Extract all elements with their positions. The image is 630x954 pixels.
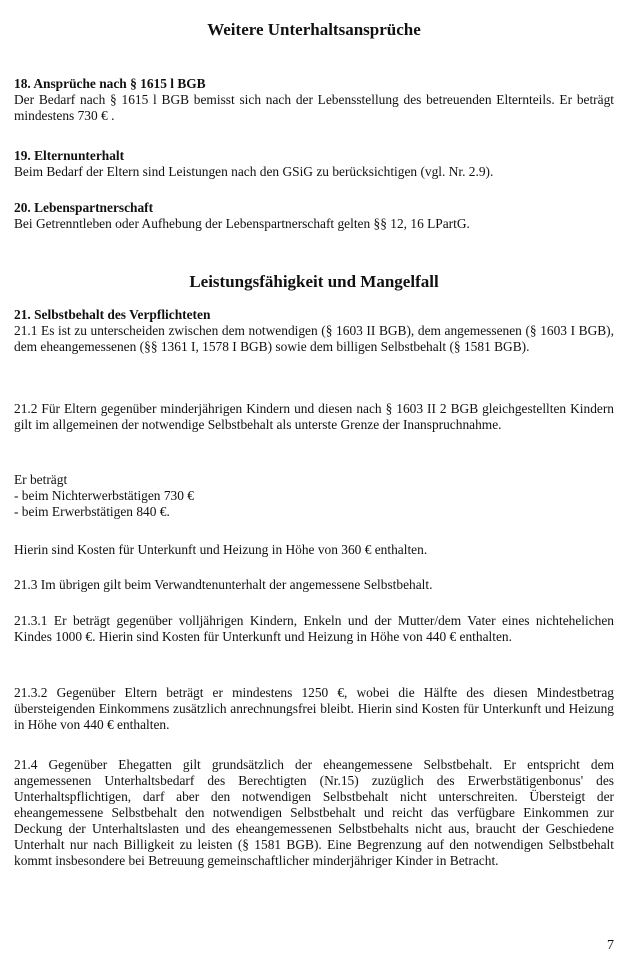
section-18-title: 18. Ansprüche nach § 1615 l BGB xyxy=(14,76,206,91)
section-19-text: Beim Bedarf der Eltern sind Leistungen nach den GSiG zu berücksichtigen (vgl. Nr. 2.9). xyxy=(14,164,494,179)
section-heading-weitere: Weitere Unterhaltsansprüche xyxy=(207,20,421,39)
page-number: 7 xyxy=(607,938,614,953)
section-18 xyxy=(14,76,614,124)
section-20-text: Bei Getrenntleben oder Aufhebung der Lebenspartnerschaft gelten §§ 12, 16 LPartG. xyxy=(14,216,470,231)
section-20-title: 20. Lebenspartnerschaft xyxy=(14,200,154,215)
section-19-title: 19. Elternunterhalt xyxy=(14,148,125,163)
section-21-title: 21. Selbstbehalt des Verpflichteten xyxy=(14,307,211,322)
paragraph-21-3-1: 21.3.1 Er beträgt gegenüber volljährigen Kindern, Enkeln und der Mutter/dem Vater eines nichtehelichen Kindes 1000 €. Hierin sind Kosten für Unterkunft und Heizung in Höhe von 440 € enthalten. xyxy=(14,613,614,644)
section-18-text: Der Bedarf nach § 1615 l BGB bemisst sich nach der Lebensstellung des betreuenden Elternteils. Er beträgt mindestens 730 € . xyxy=(14,92,614,123)
section-21-head xyxy=(14,307,614,355)
paragraph-21-2-amounts xyxy=(14,472,614,520)
amount-nichterwerbstaetig: - beim Nichterwerbstätigen 730 € xyxy=(14,488,194,503)
section-20 xyxy=(14,200,614,232)
section-heading-leistungsfaehigkeit: Leistungsfähigkeit und Mangelfall xyxy=(189,272,439,291)
paragraph-21-2: 21.2 Für Eltern gegenüber minderjährigen Kindern und diesen nach § 1603 II 2 BGB gleichgestellten Kindern gilt im allgemeinen der notwendige Selbstbehalt als unterste Grenze der Inanspruchnahme. xyxy=(14,401,614,432)
amount-erwerbstaetig: - beim Erwerbstätigen 840 €. xyxy=(14,504,170,519)
amounts-intro: Er beträgt xyxy=(14,472,68,487)
paragraph-21-3: 21.3 Im übrigen gilt beim Verwandtenunterhalt der angemessene Selbstbehalt. xyxy=(14,577,433,592)
paragraph-21-3-2: 21.3.2 Gegenüber Eltern beträgt er mindestens 1250 €, wobei die Hälfte des diesen Mindestbetrag übersteigenden Einkommens zusätzlich anrechnungsfrei bleibt. Hierin sind Kosten für Unterkunft und Heizung in Höhe von 440 € enthalten. xyxy=(14,685,614,732)
section-19 xyxy=(14,148,614,180)
paragraph-21-4: 21.4 Gegenüber Ehegatten gilt grundsätzlich der eheangemessene Selbstbehalt. Er entspricht dem angemessenen Unterhaltsbedarf des Berechtigten (Nr.15) zuzüglich des Erwerbstätigenbonus' des Unterhaltspflichtigen, darf aber den notwendigen Selbstbehalt nicht unterschreiten. Übersteigt der eheangemessene Selbstbehalt den notwendigen Selbstbehalt und reicht das verfügbare Einkommen zur Deckung der Unterhaltslasten und des eheangemessenen Selbstbehalts nicht aus, braucht der Geschiedene Unterhalt nur nach Billigkeit zu leisten (§ 1581 BGB). Eine Begrenzung auf den notwendigen Selbstbehalt kommt insbesondere bei Betreuung gemeinschaftlicher minderjähriger Kinder in Betracht. xyxy=(14,757,614,868)
paragraph-21-2-costs: Hierin sind Kosten für Unterkunft und Heizung in Höhe von 360 € enthalten. xyxy=(14,542,428,557)
paragraph-21-1: 21.1 Es ist zu unterscheiden zwischen dem notwendigen (§ 1603 II BGB), dem angemessenen (§ 1603 I BGB), dem eheangemessenen (§§ 1361 I, 1578 I BGB) sowie dem billigen Selbstbehalt (§ 1581 BGB). xyxy=(14,323,614,354)
